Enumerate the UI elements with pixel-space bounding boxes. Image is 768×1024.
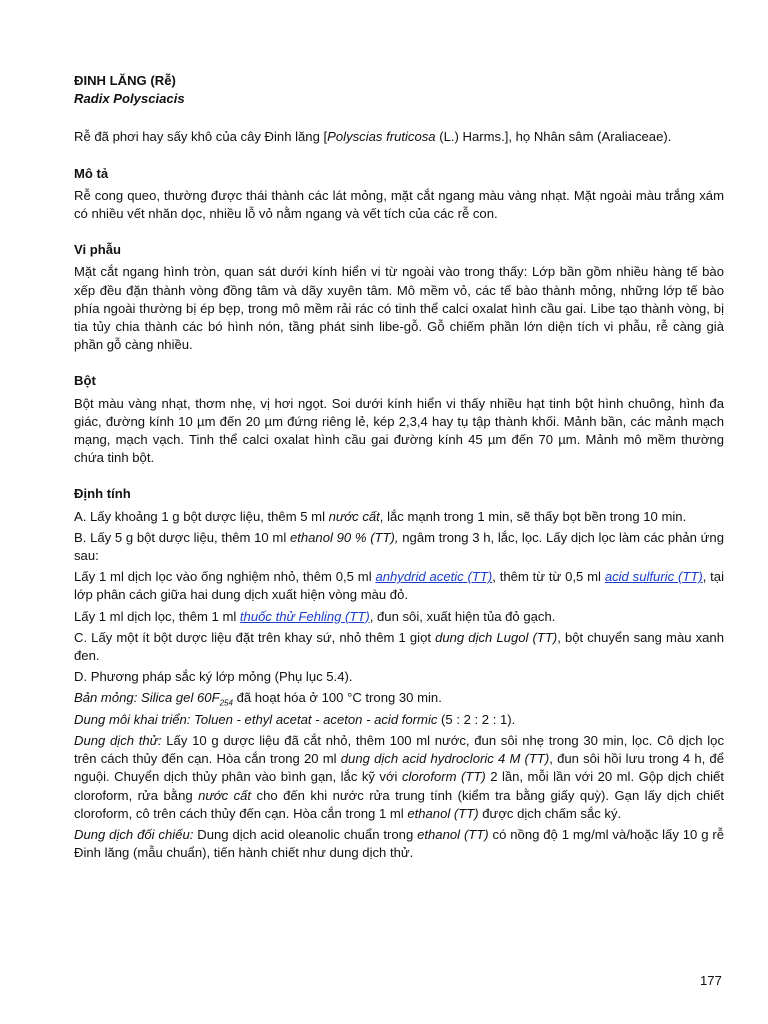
dung-dich-doi-chieu-paragraph: Dung dịch đối chiếu: Dung dịch acid oleanolic chuẩn trong ethanol (TT) có nồng độ 1 mg/ml và/hoặc lấy 10 g rễ Đinh lăng (mẫu chuẩn), tiến hành chiết như dung dịch thử. <box>74 826 725 861</box>
test-d: D. Phương pháp sắc ký lớp mỏng (Phụ lục 5.4). <box>74 669 353 685</box>
anhydrid-acetic-link[interactable]: anhydrid acetic (TT) <box>375 569 493 585</box>
monograph-page <box>74 72 724 862</box>
heading-bot: Bột <box>74 373 96 389</box>
vi-phau-text: Mặt cắt ngang hình tròn, quan sát dưới kính hiển vi từ ngoài vào trong thấy: Lớp bần gồm nhiều hàng tế bào xếp đều đặn thành vòng đồng tâm và dãy xuyên tâm. Mô mềm vỏ, các tế bào thành mỏng, những lớp tế bào phía ngoài thường bị ép bẹp, trong mô mềm rải rác có tinh thể calci oxalat hình cầu gai. Libe tạo thành vòng, bị tia tủy chia thành các bó hình nón, tầng phát sinh libe-gỗ. Gỗ chiếm phần lớn diện tích vi phẫu, rễ càng già phần gỗ càng nhiều. <box>74 264 724 353</box>
latin-name: Radix Polysciacis <box>74 91 185 107</box>
mo-ta-text: Rễ cong queo, thường được thái thành các lát mỏng, mặt cắt ngang màu vàng nhạt. Mặt ngoài màu trắng xám có nhiều vết nhăn dọc, nhiều lỗ vỏ nằm ngang và vết tích của các rễ con. <box>74 187 724 222</box>
intro-paragraph: Rễ đã phơi hay sấy khô của cây Đinh lăng [Polyscias fruticosa (L.) Harms.], họ Nhân sâm (Araliaceae). <box>74 129 672 145</box>
species-name: Polyscias fruticosa <box>327 129 436 145</box>
acid-sulfuric-link[interactable]: acid sulfuric (TT) <box>604 569 703 585</box>
page-number: 177 <box>700 973 722 988</box>
heading-vi-phau: Vi phẫu <box>74 242 122 258</box>
heading-dinh-tinh: Định tính <box>74 486 131 502</box>
test-a: A. Lấy khoảng 1 g bột dược liệu, thêm 5 ml nước cất, lắc mạnh trong 1 min, sẽ thấy bọt bền trong 10 min. <box>74 508 687 524</box>
bot-text: Bột màu vàng nhạt, thơm nhẹ, vị hơi ngọt. Soi dưới kính hiển vi thấy nhiều hạt tinh bột hình chuông, hình đa giác, đường kính 10 µm đến 20 µm đứng riêng lẻ, kép 2,3,4 hay tụ tập thành khối. Mảnh bần, các mảnh mạch mạng, mạch vạch. Tinh thể calci oxalat hình cầu gai đường kính 45 µm đến 70 µm. Mảnh mô mềm thường chứa tinh bột. <box>74 395 724 466</box>
dung-dich-thu-paragraph: Dung dịch thử: Lấy 10 g dược liệu đã cắt nhỏ, thêm 100 ml nước, đun sôi nhẹ trong 30 min, lọc. Cô dịch lọc trên cách thủy đến cạn. Hòa cắn trong 20 ml dung dịch acid hydrocloric 4 M (TT), đun sôi hồi lưu trong 4 h, để nguội. Chuyển dịch thủy phân vào bình gạn, lắc kỹ với cloroform (TT) 2 lần, mỗi lần với 20 ml. Gộp dịch chiết cloroform, rửa bằng nước cất cho đến khi nước rửa trung tính (kiểm tra bằng giấy quỳ). Gạn lấy dịch chiết cloroform, cô trên cách thủy đến cạn. Hòa cắn trong 1 ml ethanol (TT) được dịch chấm sắc ký. <box>74 732 724 821</box>
test-b2: Lấy 1 ml dịch lọc, thêm 1 ml thuốc thử Fehling (TT), đun sôi, xuất hiện tủa đỏ gạch. <box>74 608 556 624</box>
heading-mo-ta: Mô tả <box>74 165 109 181</box>
test-b: B. Lấy 5 g bột dược liệu, thêm 10 ml ethanol 90 % (TT), ngâm trong 3 h, lắc, lọc. Lấy dịch lọc làm các phản ứng sau: <box>74 529 724 564</box>
dung-moi-line: Dung môi khai triển: Toluen - ethyl acetat - aceton - acid formic (5 : 2 : 2 : 1). <box>74 711 516 727</box>
test-b1: Lấy 1 ml dịch lọc vào ống nghiệm nhỏ, thêm 0,5 ml anhydrid acetic (TT), thêm từ từ 0,5 ml acid sulfuric (TT), tại lớp phân cách giữa hai dung dịch xuất hiện vòng màu đỏ. <box>74 569 724 603</box>
fehling-reagent-link[interactable]: thuốc thử Fehling (TT) <box>239 608 370 624</box>
monograph-title: ĐINH LĂNG (Rễ) <box>74 73 176 88</box>
test-c: C. Lấy một ít bột dược liệu đặt trên khay sứ, nhỏ thêm 1 giọt dung dịch Lugol (TT), bột chuyển sang màu xanh đen. <box>74 629 724 664</box>
ban-mong-line: Bản mỏng: Silica gel $60F_{254}$ đã hoạt hóa ở 100 °C trong 30 min. <box>74 690 442 709</box>
